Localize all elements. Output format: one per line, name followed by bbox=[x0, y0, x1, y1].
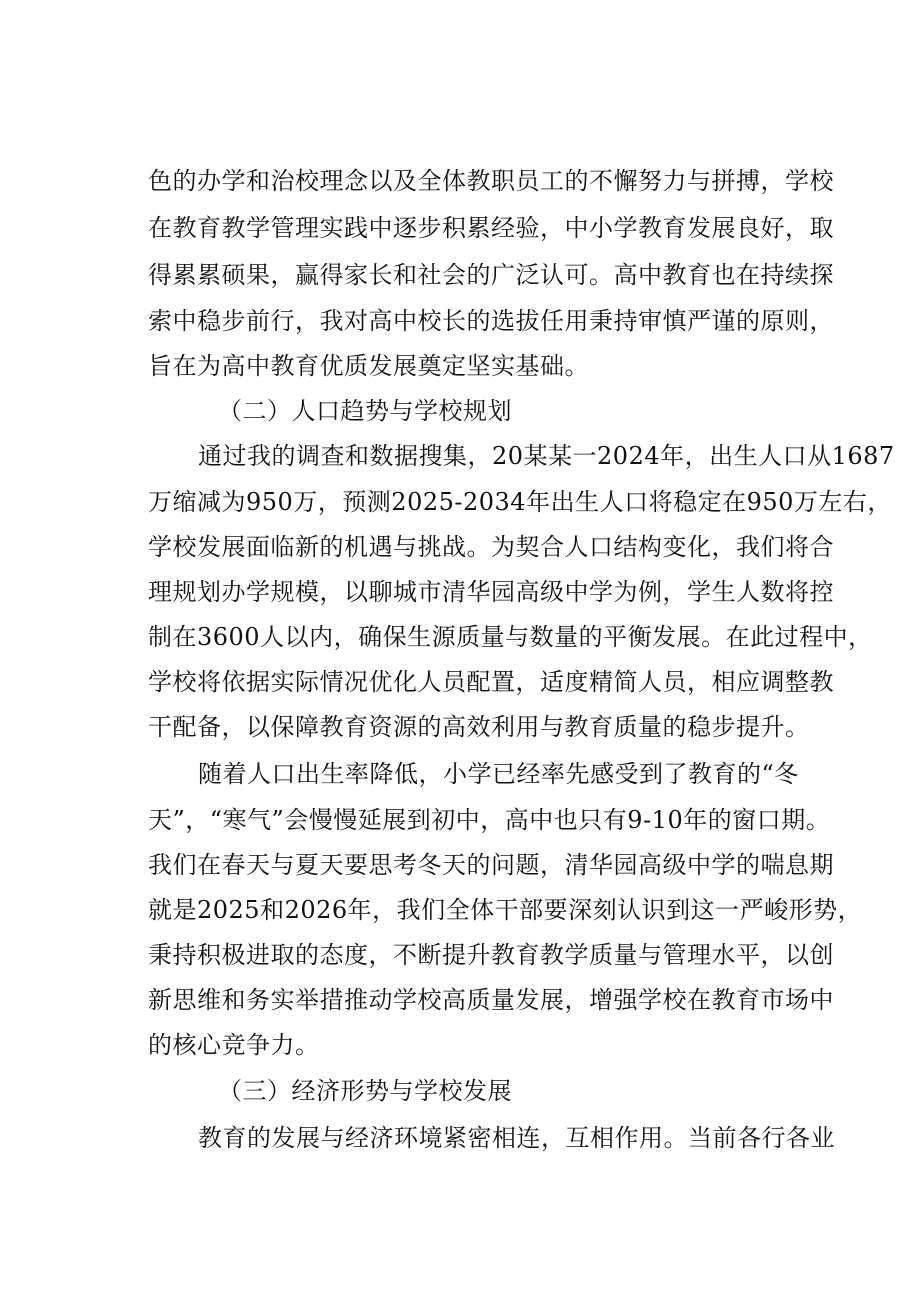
paragraph-line: 的核心竞争力。 bbox=[148, 1031, 320, 1059]
paragraph-line: 学校将依据实际情况优化人员配置，适度精简人员，相应调整教 bbox=[148, 668, 834, 696]
section-heading-population: （二）人口趋势与学校规划 bbox=[218, 397, 512, 425]
paragraph-line: 得累累硕果，赢得家长和社会的广泛认可。高中教育也在持续探 bbox=[148, 261, 834, 289]
paragraph-line: 天”，“寒气”会慢慢延展到初中，高中也只有9-10年的窗口期。 bbox=[148, 806, 831, 834]
section-heading-economy: （三）经济形势与学校发展 bbox=[218, 1077, 512, 1105]
paragraph-line: 就是2025和2026年，我们全体干部要深刻认识到这一严峻形势， bbox=[148, 896, 863, 924]
paragraph-line: 我们在春天与夏天要思考冬天的问题，清华园高级中学的喘息期 bbox=[148, 851, 834, 879]
paragraph-line: 随着人口出生率降低，小学已经率先感受到了教育的“冬 bbox=[198, 760, 799, 788]
paragraph-line: 干配备，以保障教育资源的高效利用与教育质量的稳步提升。 bbox=[148, 713, 810, 741]
paragraph-line: 在教育教学管理实践中逐步积累经验，中小学教育发展良好，取 bbox=[148, 214, 834, 242]
paragraph-line: 新思维和务实举措推动学校高质量发展，增强学校在教育市场中 bbox=[148, 986, 834, 1014]
paragraph-line: 秉持积极进取的态度，不断提升教育教学质量与管理水平，以创 bbox=[148, 941, 834, 969]
paragraph-line: 旨在为高中教育优质发展奠定坚实基础。 bbox=[148, 352, 589, 380]
paragraph-line: 通过我的调查和数据搜集，20某某一2024年，出生人口从1687 bbox=[198, 442, 895, 470]
paragraph-line: 索中稳步前行，我对高中校长的选拔任用秉持审慎严谨的原则， bbox=[148, 307, 834, 335]
paragraph-line: 万缩减为950万，预测2025-2034年出生人口将稳定在950万左右， bbox=[148, 488, 892, 516]
paragraph-line: 制在3600人以内，确保生源质量与数量的平衡发展。在此过程中， bbox=[148, 623, 873, 651]
paragraph-line: 教育的发展与经济环境紧密相连，互相作用。当前各行各业 bbox=[198, 1124, 835, 1152]
paragraph-line: 色的办学和治校理念以及全体教职员工的不懈努力与拼搏，学校 bbox=[148, 167, 834, 195]
paragraph-line: 学校发展面临新的机遇与挑战。为契合人口结构变化，我们将合 bbox=[148, 533, 834, 561]
paragraph-line: 理规划办学规模，以聊城市清华园高级中学为例，学生人数将控 bbox=[148, 578, 834, 606]
